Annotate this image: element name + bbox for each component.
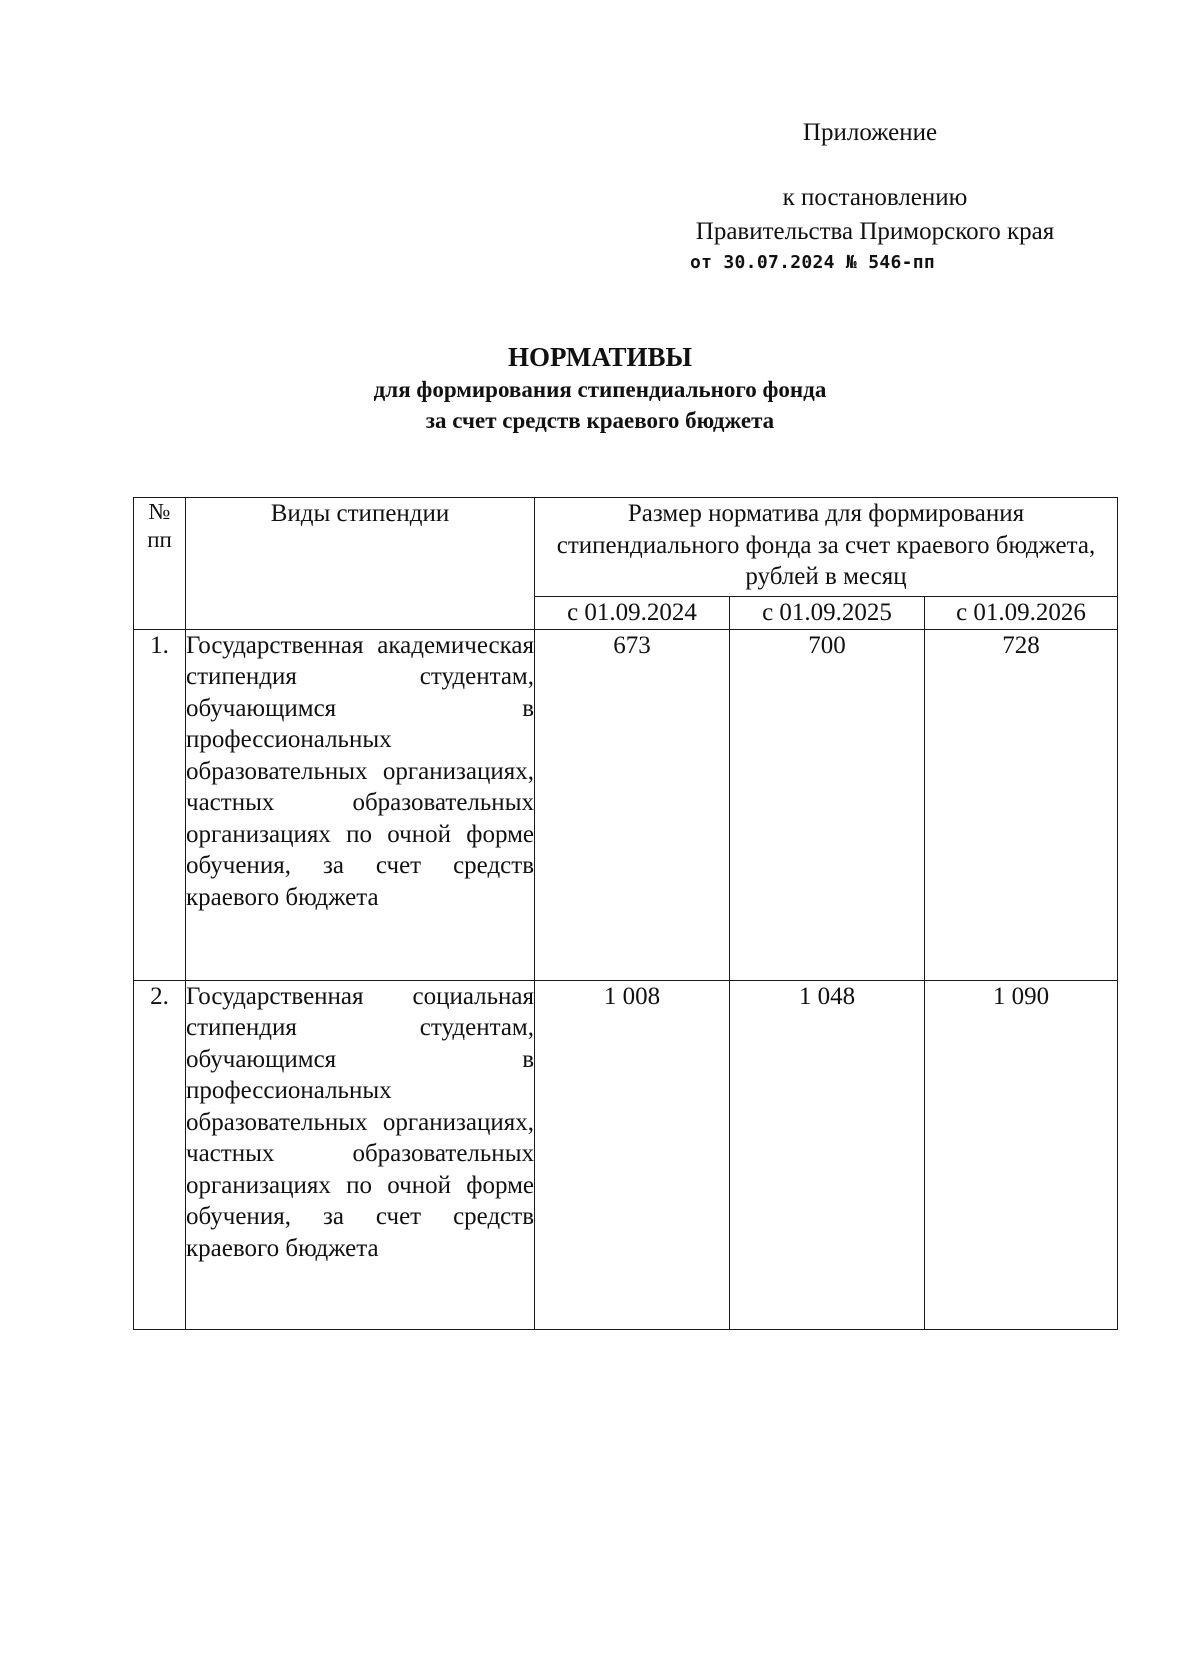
norm-value-2024: 1 008 [535, 980, 730, 1329]
document-title: НОРМАТИВЫ [507, 342, 693, 372]
norm-value-2025: 700 [730, 629, 925, 980]
resolution-reference: от 30.07.2024 № 546-пп [690, 252, 936, 273]
table-row [134, 980, 1118, 1329]
norms-table [133, 497, 1118, 1330]
government-line: Правительства Приморского края [695, 218, 1055, 245]
to-resolution-line: к постановлению [782, 184, 968, 211]
column-header-number: № пп [134, 498, 186, 630]
norm-value-2025: 1 048 [730, 980, 925, 1329]
norm-value-2026: 1 090 [925, 980, 1118, 1329]
row-number: 1. [134, 629, 186, 980]
column-header-kind: Виды стипендии [186, 498, 535, 630]
scholarship-kind: Государственная социальная стипендия студентам, обучающимся в профессиональных образовательных организациях, частных образовательных организациях по очной форме обучения, за счет средств краевого бюджета [186, 980, 535, 1329]
column-header-norm-size: Размер норматива для формирования стипендиального фонда за счет краевого бюджета, рублей в месяц [535, 498, 1118, 597]
annex-header [640, 116, 1110, 277]
column-header-date-2026: с 01.09.2026 [925, 597, 1118, 630]
column-header-date-2024: с 01.09.2024 [535, 597, 730, 630]
document-subtitle-line-1: для формирования стипендиального фонда [373, 377, 827, 402]
row-number: 2. [134, 980, 186, 1329]
document-subtitle-line-2: за счет средств краевого бюджета [425, 408, 775, 433]
scholarship-kind: Государственная академическая стипендия студентам, обучающимся в профессиональных образовательных организациях, частных образовательных организациях по очной форме обучения, за счет средств краевого бюджета [186, 629, 535, 980]
table-header-row [134, 498, 1118, 597]
column-header-date-2025: с 01.09.2025 [730, 597, 925, 630]
norm-value-2024: 673 [535, 629, 730, 980]
norm-value-2026: 728 [925, 629, 1118, 980]
annex-label: Приложение [802, 119, 938, 146]
table-row [134, 629, 1118, 980]
document-title-block [0, 340, 1200, 436]
